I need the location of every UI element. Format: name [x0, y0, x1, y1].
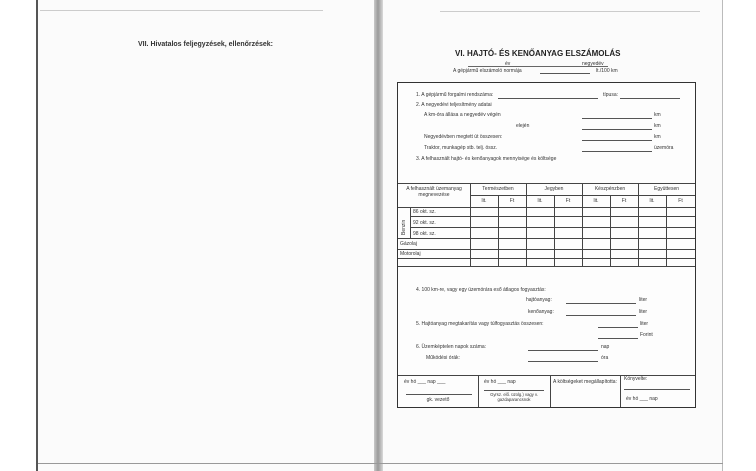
benzin-92: 92 okt. sz.: [413, 220, 436, 226]
benzin-98: 98 okt. sz.: [413, 231, 436, 237]
unit-6: lit.: [649, 198, 655, 204]
header-bottom: [398, 207, 695, 208]
footer-date-3: év hó ___ nap: [626, 396, 658, 402]
booked-label: Könyvelte:: [624, 376, 648, 382]
col-divider-3: [638, 183, 639, 266]
oil-consumption-label: kenőanyag:: [528, 309, 554, 315]
savings-forint-field[interactable]: [598, 338, 638, 339]
table-top: [398, 183, 695, 184]
fuel-name-header: A felhasznált üzemanyag megnevezése: [406, 186, 462, 198]
group-header-voucher: Jegyben: [544, 186, 564, 192]
costs-label: A költségeket megállapította:: [553, 379, 617, 385]
item6-label: 6. Üzemképtelen napok száma:: [416, 344, 487, 350]
total-label: Negyedévben megtett út összesen:: [424, 134, 503, 140]
sub-divider-4: [666, 195, 667, 266]
km-end-unit: km: [654, 112, 661, 118]
row-98: [398, 238, 695, 239]
group-header-cash: Készpénzben: [594, 186, 626, 192]
oil-consumption-field[interactable]: [566, 315, 636, 316]
left-page: [38, 0, 374, 471]
km-start-unit: km: [654, 123, 661, 129]
tractor-field[interactable]: [582, 151, 652, 152]
item4-label: 4. 100 km-re, vagy egy üzemórára eső átlagos fogyasztás:: [416, 287, 546, 293]
commander-signature-line[interactable]: [484, 390, 544, 391]
savings-liter-unit: liter: [640, 321, 649, 327]
norm-label: A gépjármű elszámoló normája: [453, 68, 522, 74]
fuel-accounting-form: [397, 82, 696, 408]
type-field[interactable]: [620, 98, 680, 99]
unit-0: lit.: [481, 198, 487, 204]
tractor-label: Traktor, munkagép stb. telj. össz.: [424, 145, 498, 151]
unit-4: lit.: [593, 198, 599, 204]
unit-2: lit.: [537, 198, 543, 204]
sub-divider-3: [610, 195, 611, 266]
item1-label: 1. A gépjármű forgalmi rendszáma:: [416, 92, 494, 98]
norm-underline: [540, 73, 590, 74]
km-end-label: A km-óra állása a negyedév végén: [424, 112, 501, 118]
unit-5: Ft: [621, 198, 627, 204]
fuel-consumption-unit: liter: [639, 297, 648, 303]
gasoil-label: Gázolaj: [400, 241, 417, 247]
table-bottom: [398, 266, 695, 267]
row-92: [410, 227, 695, 228]
booked-line[interactable]: [624, 389, 690, 390]
norm-unit: lt./100 km: [596, 68, 618, 74]
book-edge-left: [36, 0, 38, 471]
km-start-field[interactable]: [582, 129, 652, 130]
left-page-heading: VII. Hivatalos feljegyzések, ellenőrzések:: [138, 41, 274, 48]
fuel-consumption-field[interactable]: [566, 303, 636, 304]
savings-forint-unit: Forint: [640, 332, 653, 338]
benzin-divider: [410, 207, 411, 238]
footer-top: [398, 375, 695, 376]
plate-field[interactable]: [498, 98, 598, 99]
tractor-unit: üzemóra: [654, 145, 674, 151]
benzin-86: 86 okt. sz.: [413, 209, 436, 215]
footer-div-3: [620, 375, 621, 407]
book-edge-right: [722, 0, 723, 471]
operating-unit: óra: [601, 355, 609, 361]
item3-label: 3. A felhasznált hajtó- és kenőanyagok mennyisége és költsége: [416, 156, 557, 162]
footer-date-2: év hó ___ nap: [484, 379, 516, 385]
unit-1: Ft: [509, 198, 515, 204]
book-spine: [374, 0, 383, 471]
fuel-consumption-label: hajtóanyag:: [526, 297, 552, 303]
operating-label: Működési órák:: [426, 355, 460, 361]
days-unit: nap: [601, 344, 610, 350]
item5-label: 5. Hajtóanyag megtakarítás vagy túlfogyasztás összesen:: [416, 321, 544, 327]
group-header-total: Együttesen: [653, 186, 680, 192]
item2-label: 2. A negyedévi teljesítmény adatai: [416, 102, 492, 108]
item1-type: típusa:: [603, 92, 619, 98]
driver-signature-line[interactable]: [406, 394, 472, 395]
operating-field[interactable]: [528, 361, 598, 362]
unit-7: Ft: [678, 198, 683, 204]
motoroil-label: Motorolaj: [400, 251, 421, 257]
row-oil: [398, 258, 695, 259]
row-gasoil: [398, 249, 695, 250]
bottom-edge: [38, 463, 723, 464]
col-divider-name: [470, 183, 471, 266]
days-field[interactable]: [528, 350, 598, 351]
km-start-label: elején: [516, 123, 530, 129]
commander-label: Gyrsz. elő. üzolg.) vagy v. gazdaparancsnok: [490, 392, 538, 402]
row-86: [410, 216, 695, 217]
driver-label: gk. vezető: [426, 397, 450, 403]
form-title: VI. HAJTÓ- ÉS KENŐANYAG ELSZÁMOLÁS: [455, 49, 621, 58]
savings-liter-field[interactable]: [598, 327, 638, 328]
sub-divider-2: [554, 195, 555, 266]
col-divider-2: [582, 183, 583, 266]
total-field[interactable]: [582, 140, 652, 141]
oil-consumption-unit: liter: [639, 309, 648, 315]
subtitle-quarter: negyedév: [582, 61, 604, 67]
top-edge-left: [40, 10, 323, 11]
sub-divider-1: [498, 195, 499, 266]
top-edge-right: [440, 11, 700, 12]
unit-3: Ft: [565, 198, 571, 204]
subtitle-year: év: [505, 61, 511, 67]
col-divider-1: [526, 183, 527, 266]
footer-date-1: év hó ___ nap ___: [404, 379, 446, 385]
km-end-field[interactable]: [582, 118, 652, 119]
group-header-kind: Természetben: [482, 186, 514, 192]
total-unit: km: [654, 134, 661, 140]
benzin-label: Benzin: [401, 219, 407, 235]
